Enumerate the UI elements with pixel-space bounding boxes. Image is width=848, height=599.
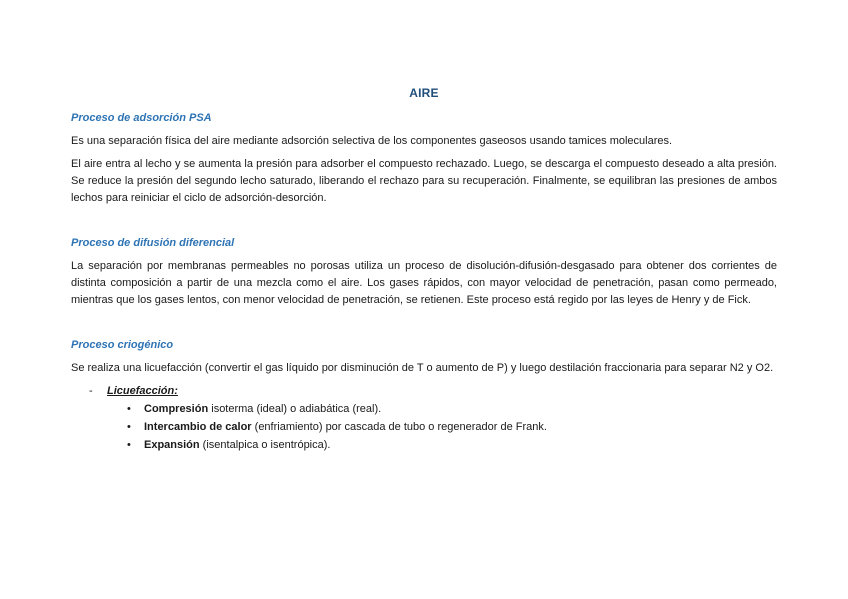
bullet-term: Intercambio de calor: [144, 421, 252, 433]
section-spacer: [71, 315, 777, 339]
paragraph-psa-intro: Es una separación física del aire mediante adsorción selectiva de los componentes gaseosos usando tamices moleculares.: [71, 135, 673, 147]
document-page: [71, 86, 777, 454]
bullet-term: Expansión: [144, 439, 200, 451]
bullet-text: isoterma (ideal) o adiabática (real).: [208, 403, 382, 415]
bullet-text: (isentalpica o isentrópica).: [199, 439, 331, 451]
bullet-icon: •: [127, 421, 131, 433]
list-item: [71, 400, 777, 418]
bullet-text: (enfriamiento) por cascada de tubo o regenerador de Frank.: [251, 421, 547, 433]
dash-list: [71, 383, 777, 400]
section-heading-criogenico: Proceso criogénico: [71, 339, 174, 351]
paragraph-criogenico: Se realiza una licuefacción (convertir el gas líquido por disminución de T o aumento de P) y luego destilación fraccionaria para separar N2 y O2.: [71, 362, 774, 374]
bullet-icon: •: [127, 403, 131, 415]
licuefaccion-label: Licuefacción:: [107, 385, 178, 397]
dash-marker: -: [89, 385, 93, 397]
section-spacer: [71, 213, 777, 237]
list-item-licuefaccion: [71, 383, 777, 400]
section-heading-difusion: Proceso de difusión diferencial: [71, 237, 235, 249]
section-heading-psa: Proceso de adsorción PSA: [71, 112, 212, 124]
bullet-list: [71, 400, 777, 454]
paragraph-difusion: La separación por membranas permeables no porosas utiliza un proceso de disolución-difusión-desgasado para obtener dos corrientes de distinta composición a partir de una mezcla como el aire. Los gases rápidos, con mayor velocidad de penetración, pasan como permeado, mientras que los gases lentos, con menor velocidad de penetración, se retienen. Este proceso está regido por las leyes de Henry y de Fick.: [71, 260, 777, 306]
paragraph-psa-process: El aire entra al lecho y se aumenta la presión para adsorber el compuesto rechazado. Luego, se descarga el compuesto deseado a alta presión. Se reduce la presión del segundo lecho saturado, liberando el rechazo para su recuperación. Finalmente, se equilibran las presiones de ambos lechos para reiniciar el ciclo de adsorción-desorción.: [71, 158, 777, 204]
list-item: [71, 418, 777, 436]
bullet-icon: •: [127, 439, 131, 451]
document-title: AIRE: [409, 86, 439, 100]
list-item: [71, 436, 777, 454]
bullet-term: Compresión: [144, 403, 209, 415]
